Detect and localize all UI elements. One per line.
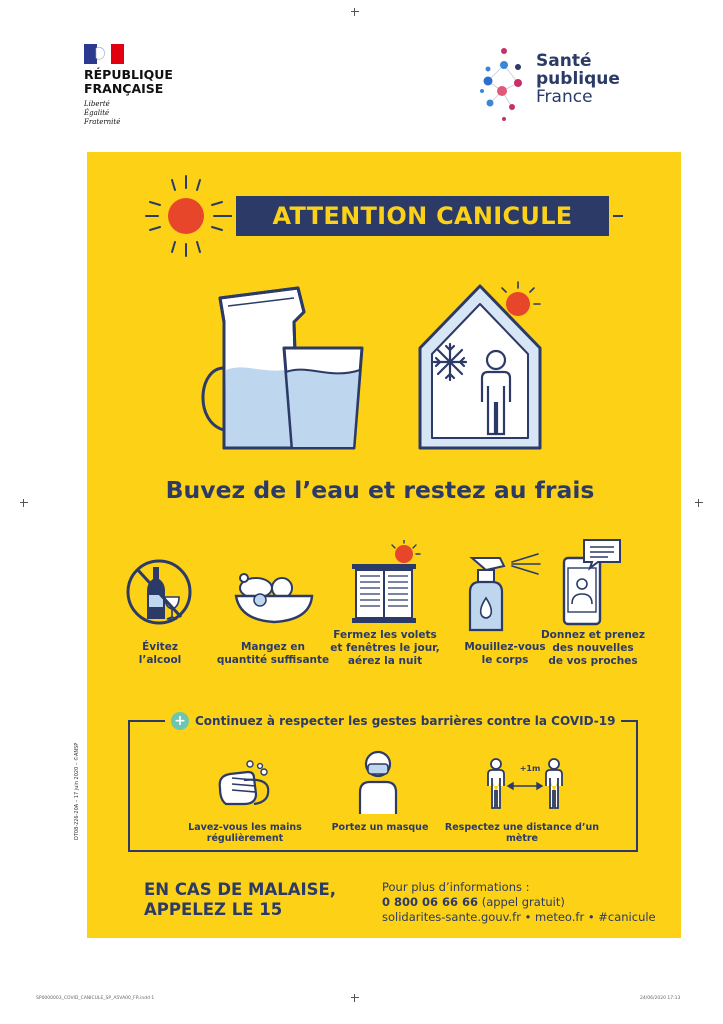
print-footer-date: 24/06/2020 17:13 [640, 996, 681, 1001]
sante-publique-france-logo-icon [478, 45, 530, 125]
registration-mark-right [695, 499, 703, 507]
sante-publique-france-wordmark: Santé publique France [536, 51, 620, 107]
food-bowl-icon [232, 566, 316, 628]
sun-icon [142, 172, 230, 260]
info-links: solidarites-sante.gouv.fr • meteo.fr • #canicule [382, 910, 656, 924]
cool-house-icon [410, 276, 550, 452]
tip-label-eat: Mangez en quantité suffisante [216, 641, 330, 666]
banner-rule-right [613, 215, 623, 217]
poster-title: ATTENTION CANICULE [236, 196, 609, 236]
registration-mark-left [20, 499, 28, 507]
tip-label-shutters: Fermez les volets et fenêtres le jour, aérez la nuit [330, 629, 440, 667]
marianne-flag-logo [84, 44, 124, 64]
banner-rule-left [222, 215, 232, 217]
republic-motto: Liberté Égalité Fraternité [84, 100, 121, 126]
distance-label: +1m [519, 764, 541, 773]
geste-label-mask: Portez un masque [331, 822, 429, 833]
poster-slogan: Buvez de l’eau et restez au frais [165, 476, 595, 504]
plus-icon: + [171, 712, 189, 730]
no-alcohol-icon [125, 555, 193, 629]
info-phone: 0 800 06 66 66 (appel gratuit) [382, 895, 565, 909]
water-jug-and-glass-icon [180, 272, 370, 462]
shutters-window-icon [346, 540, 424, 628]
gestes-barrieres-title: + Continuez à respecter les gestes barrières contre la COVID-19 [165, 712, 621, 730]
tip-label-wet-body: Mouillez-vous le corps [464, 641, 546, 666]
republique-francaise-title: RÉPUBLIQUE FRANÇAISE [84, 67, 173, 96]
print-footer-filename: SP0000003_COVID_CANICULE_SP_A5VA00_FR.indd 1 [36, 996, 155, 1001]
geste-label-distance: Respectez une distance d’un mètre [444, 822, 600, 844]
hand-washing-icon [214, 758, 274, 810]
phone-message-icon [560, 538, 624, 628]
tip-label-news: Donnez et prenez des nouvelles de vos proches [540, 629, 646, 667]
document-reference-code: DT08-226-20A – 17 juin 2020 – ©ANSP [74, 742, 80, 840]
face-mask-person-icon [356, 748, 400, 814]
spray-bottle-icon [460, 548, 544, 636]
tip-label-alcohol: Évitez l’alcool [138, 641, 182, 666]
geste-label-wash-hands: Lavez-vous les mains régulièrement [188, 822, 302, 844]
registration-mark-top [351, 8, 359, 16]
registration-mark-bottom [351, 994, 359, 1002]
gestes-box-top-left [128, 720, 166, 722]
emergency-call-text: EN CAS DE MALAISE, APPELEZ LE 15 [144, 880, 337, 919]
more-info-block [382, 880, 656, 925]
info-heading: Pour plus d’informations : [382, 880, 530, 894]
